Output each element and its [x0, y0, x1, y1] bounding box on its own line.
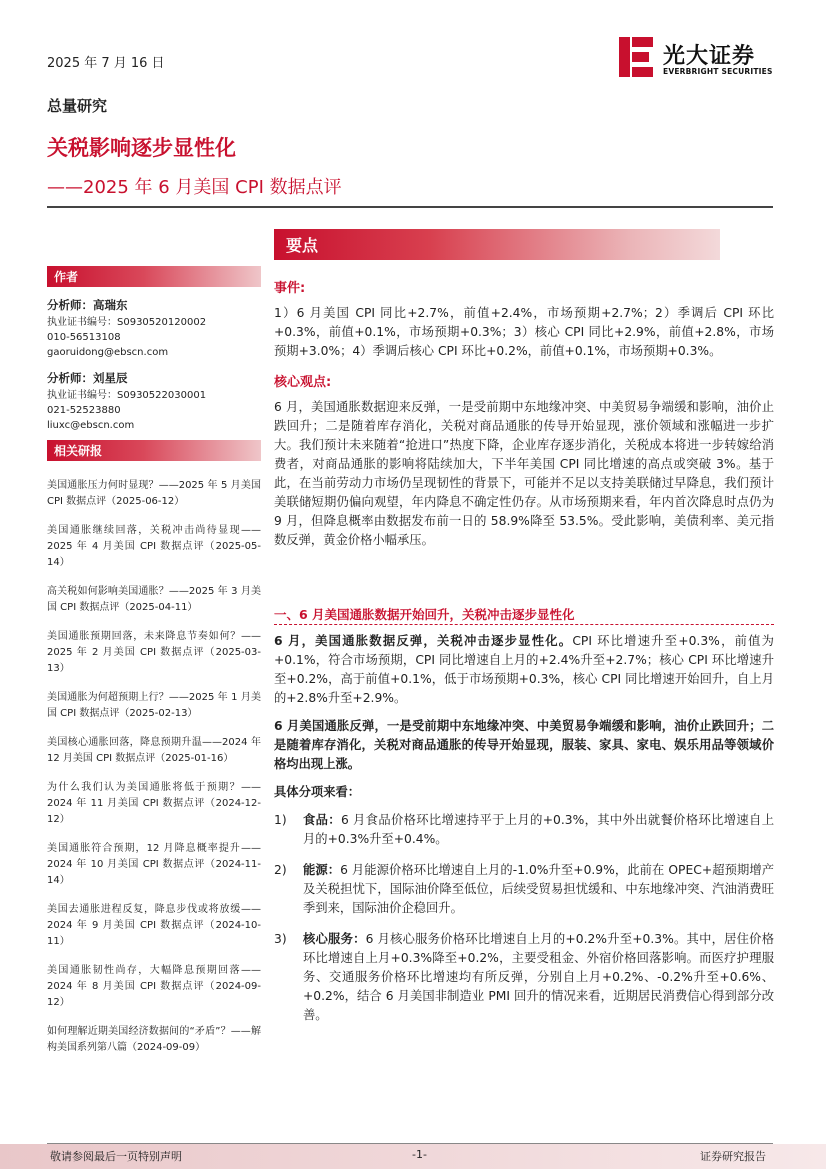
list-item	[274, 811, 774, 849]
keypoints-label: 要点	[286, 236, 319, 255]
item-label: 食品：	[303, 813, 341, 827]
related-header	[47, 440, 261, 461]
related-report-item[interactable]: 美国核心通胀回落，降息预期升温——2024 年 12 月美国 CPI 数据点评（2025-01-16）	[47, 737, 261, 764]
related-report-item[interactable]: 美国通胀压力何时显现？——2025 年 5 月美国 CPI 数据点评（2025-06-12）	[47, 480, 261, 507]
item-label: 核心服务：	[303, 932, 366, 946]
item-number: 2)	[274, 863, 287, 877]
paragraph-bold: 6 月美国通胀反弹，一是受前期中东地缘冲突、中美贸易争端缓和影响，油价止跌回升；二是随着库存消化，关税对商品通胀的传导开始显现，服装、家具、家电、娱乐用品等领域价格均出现上涨。	[274, 719, 774, 771]
logo-text-en: EVERBRIGHT SECURITIES	[663, 67, 773, 76]
analyst-email: liuxc@ebscn.com	[47, 420, 135, 431]
section-heading: 一、6 月美国通胀数据开始回升，关税冲击逐步显性化	[274, 607, 575, 622]
core-view-text: 6 月，美国通胀数据迎来反弹，一是受前期中东地缘冲突、中美贸易争端缓和影响，油价止跌回升；二是随着库存消化，关税对商品通胀的传导开始显现，涨价领域和涨幅进一步扩大。我们预计未来随着“抢进口”热度下降，企业库存逐步消化，关税成本将进一步转嫁给消费者，对商品通胀的影响将陆续加大，下半年美国 CPI 同比增速的高点或突破 3%。基于此，在当前劳动力市场仍呈现韧性的背景下，可能并不足以支持美联储过早降息，我们预计美联储短期仍偏向观望，年内降息不确定性仍存。从市场预期来看，年内首次降息时点仍为 9 月，但降息概率由数据发布前一日的 58.9%降至 53.5%。受此影响，美债利率、美元指数反弹，黄金价格小幅承压。	[274, 400, 774, 547]
list-item	[274, 861, 774, 918]
related-report-item[interactable]: 美国去通胀进程反复，降息步伐或将放缓——2024 年 9 月美国 CPI 数据点评（2024-10-11）	[47, 904, 261, 947]
list-item	[274, 930, 774, 1025]
analyst-name: 分析师：刘星辰	[47, 371, 128, 385]
footer-disclaimer: 敬请参阅最后一页特别声明	[50, 1150, 182, 1163]
page-number: -1-	[412, 1148, 427, 1161]
section-body	[274, 632, 774, 708]
analyst-phone: 010-56513108	[47, 332, 121, 343]
analyst-cert: 执业证书编号：S0930520120002	[47, 317, 207, 328]
authors-label: 作者	[54, 270, 79, 284]
core-view-section	[274, 371, 774, 550]
items-intro	[274, 783, 774, 802]
related-report-item[interactable]: 为什么我们认为美国通胀将低于预期？——2024 年 11 月美国 CPI 数据点评（2024-12-12）	[47, 782, 261, 825]
report-date: 2025 年 7 月 16 日	[47, 56, 165, 71]
analyst-email: gaoruidong@ebscn.com	[47, 347, 169, 358]
item-number: 1)	[274, 813, 287, 827]
logo-text-cn: 光大证券	[663, 44, 756, 69]
report-title: 关税影响逐步显性化	[47, 136, 236, 160]
item-text: 6 月核心服务价格环比增速自上月的+0.2%升至+0.3%。其中，居住价格环比增速自上月+0.3%降至+0.2%，主要受租金、外宿价格回落影响。而医疗护理服务、交通服务价格环比增速均有所反弹，分别自上月+0.2%、-0.2%升至+0.6%、+0.2%，结合 6 月美国非制造业 PMI 回升的情况来看，近期居民消费信心得到部分改善。	[303, 932, 774, 1022]
related-report-item[interactable]: 美国通胀继续回落，关税冲击尚待显现——2025 年 4 月美国 CPI 数据点评（2025-05-14）	[47, 525, 261, 568]
event-section	[274, 277, 774, 361]
related-report-item[interactable]: 如何理解近期美国经济数据间的“矛盾”？——解构美国系列第八篇（2024-09-09）	[47, 1026, 261, 1053]
report-category: 总量研究	[47, 97, 108, 115]
item-label: 能源：	[303, 863, 341, 877]
core-view-label: 核心观点:	[274, 375, 332, 390]
component-list	[274, 811, 774, 1037]
related-report-item[interactable]: 美国通胀预期回落，未来降息节奏如何？——2025 年 2 月美国 CPI 数据点评（2025-03-13）	[47, 631, 261, 674]
related-report-item[interactable]: 美国通胀为何超预期上行？——2025 年 1 月美国 CPI 数据点评（2025-02-13）	[47, 692, 261, 719]
analyst-phone: 021-52523880	[47, 405, 121, 416]
paragraph	[274, 632, 774, 708]
items-label: 具体分项来看：	[274, 785, 361, 799]
footer-report-type: 证券研究报告	[700, 1150, 766, 1163]
report-subtitle: ——2025 年 6 月美国 CPI 数据点评	[47, 177, 342, 198]
event-label: 事件:	[274, 281, 306, 296]
everbright-logo-icon	[619, 37, 653, 77]
analyst-cert: 执业证书编号：S0930522030001	[47, 390, 207, 401]
related-report-item[interactable]: 美国通胀韧性尚存，大幅降息预期回落——2024 年 8 月美国 CPI 数据点评（2024-09-12）	[47, 965, 261, 1008]
section-divider	[274, 624, 774, 625]
analyst-card	[47, 295, 261, 360]
related-reports-list	[47, 478, 261, 1069]
paragraph-text: CPI 环比增速升至+0.3%，前值为+0.1%，符合市场预期，CPI 同比增速自上月的+2.4%升至+2.7%；核心 CPI 环比增速升至+0.2%，高于前值+0.1%，低于市场预期+0.3%，核心 CPI 同比增速开始回升，自上月的+2.8%升至+2.9%。	[274, 634, 774, 705]
item-text: 6 月食品价格环比增速持平于上月的+0.3%，其中外出就餐价格环比增速自上月的+0.3%升至+0.4%。	[303, 813, 774, 846]
item-number: 3)	[274, 932, 287, 946]
item-text: 6 月能源价格环比增速自上月的-1.0%升至+0.9%，此前在 OPEC+超预期增产及关税担忧下，国际油价降至低位，后续受贸易担忧缓和、中东地缘冲突、汽油消费旺季到来，国际油价企稳回升。	[303, 863, 774, 915]
event-text: 1）6 月美国 CPI 同比+2.7%，前值+2.4%，市场预期+2.7%；2）季调后 CPI 环比+0.3%，前值+0.1%，市场预期+0.3%；3）核心 CPI 同比+2.9%，前值+2.8%，市场预期+3.0%；4）季调后核心 CPI 环比+0.2%，前值+0.1%，市场预期+0.3%。	[274, 306, 774, 358]
keypoints-banner	[274, 229, 720, 260]
related-label: 相关研报	[54, 444, 103, 458]
paragraph-lead: 6 月，美国通胀数据反弹，关税冲击逐步显性化。	[274, 634, 573, 648]
analyst-name: 分析师：高瑞东	[47, 298, 128, 312]
analyst-card	[47, 368, 261, 433]
authors-header	[47, 266, 261, 287]
related-report-item[interactable]: 高关税如何影响美国通胀？——2025 年 3 月美国 CPI 数据点评（2025-04-11）	[47, 586, 261, 613]
header-divider	[47, 206, 773, 208]
section-body	[274, 717, 774, 774]
company-logo	[619, 37, 779, 81]
related-report-item[interactable]: 美国通胀符合预期，12 月降息概率提升——2024 年 10 月美国 CPI 数据点评（2024-11-14）	[47, 843, 261, 886]
